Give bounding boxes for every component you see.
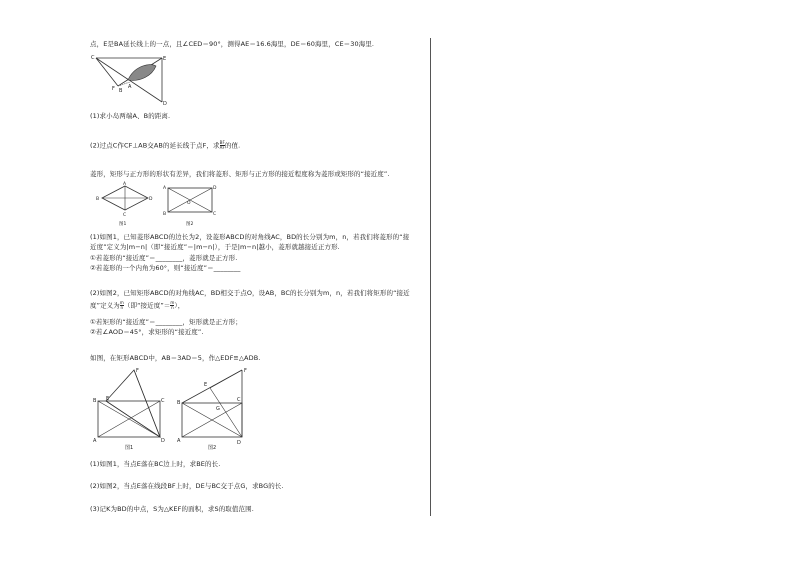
frac-bottom: n: [120, 305, 124, 310]
p2-suffix: ），: [174, 301, 185, 310]
column-divider: [430, 38, 431, 516]
problem2-figure1: [92, 183, 152, 229]
problem3-q1: (1)如图1，当点E落在BC边上时，求BE的长.: [90, 460, 221, 468]
problem2-intro: 菱形，矩形与正方形的形状有差异，我们将菱形、矩形与正方形的接近程度称为菱形或矩形的“接近度”.: [90, 170, 390, 178]
svg-text:C: C: [123, 213, 127, 218]
svg-text:F: F: [244, 368, 247, 374]
svg-text:C: C: [237, 397, 241, 403]
problem2-p2-line2: [90, 301, 184, 310]
problem2-p2-line1: (2)如图2，已知矩形ABCD的对角线AC，BD相交于点O，设AB，BC的长分别为m，n，若我们将矩形的“接近: [90, 289, 410, 297]
svg-text:D: D: [237, 440, 241, 446]
problem3-q3: (3)记K为BD的中点，S为△KEF的面积，求S的取值范围.: [90, 505, 254, 513]
svg-text:G: G: [216, 406, 220, 412]
fig-label-C: C: [91, 55, 95, 61]
p2-prefix: 度”定义为: [90, 301, 120, 310]
svg-text:D: D: [161, 438, 165, 444]
problem2-p2-a: ①若矩形的“接近度”＝________，矩形就是正方形；: [90, 318, 242, 326]
q2-prefix: (2)过点C作CF⊥AB交AB的延长线于点F，求: [90, 141, 220, 150]
problem2-p1-a: ①若菱形的“接近度”＝________，菱形就是正方形.: [90, 254, 238, 262]
problem3-q2: (2)如图2，当点E落在线段BF上时，DE与BC交于点G，求BG的长.: [90, 482, 284, 490]
problem2-p1-line2: 近度”定义为|m−n|（即“接近度”＝|m−n|），于是|m−n|越小，菱形就越接近正方形.: [90, 243, 340, 251]
svg-text:E: E: [204, 382, 208, 388]
problem3-figure2: [176, 366, 256, 452]
fig2-caption: 图2: [186, 222, 194, 227]
svg-text:O: O: [187, 201, 191, 206]
fig-label-E: E: [163, 56, 167, 62]
svg-text:D: D: [213, 186, 217, 191]
svg-text:F: F: [136, 368, 139, 374]
problem1-q1: (1)求小岛两端A、B的距离.: [90, 112, 171, 120]
svg-text:B: B: [177, 400, 181, 406]
fig-label-A: A: [128, 84, 132, 90]
problem1-intro: 点，E是BA延长线上的一点，且∠CED＝90°，测得AE＝16.6海里，DE＝60海里，CE＝30海里.: [90, 40, 375, 48]
svg-text:C: C: [213, 212, 217, 217]
svg-text:C: C: [161, 398, 165, 404]
q2-suffix: 的值.: [224, 141, 241, 150]
fig-label-D: D: [163, 101, 167, 107]
svg-text:D: D: [149, 197, 153, 202]
frac-top: BF: [219, 140, 225, 145]
svg-text:A: A: [93, 438, 97, 444]
svg-text:A: A: [123, 182, 127, 187]
frac-bottom: n: [171, 305, 174, 310]
problem1-q2: [90, 141, 240, 150]
svg-text:A: A: [163, 186, 167, 191]
problem3-intro: 如图，在矩形ABCD中，AB＝3AD＝5，作△EDF≌△ADB.: [90, 354, 261, 362]
problem3-figure1: [90, 366, 170, 452]
p3-fig2-caption: 图2: [208, 445, 217, 451]
svg-text:E: E: [106, 396, 110, 402]
problem2-p1-line1: (1)如图1，已知菱形ABCD的边长为2，设菱形ABCD的对角线AC，BD的长分别为m，n，若我们将菱形的“接: [90, 233, 410, 241]
p2-mid: （即“接近度”＝: [123, 301, 171, 310]
fig1-caption: 图1: [119, 222, 127, 227]
problem2-figure2: [160, 183, 220, 229]
fig-label-B: B: [119, 88, 123, 94]
problem1-figure: [90, 52, 170, 106]
frac-top: m: [170, 300, 175, 305]
p3-fig1-caption: 图1: [125, 445, 134, 451]
problem2-p2-b: ②若∠AOD＝45°，求矩形的“接近度”.: [90, 328, 204, 336]
frac-bottom: AF: [219, 145, 225, 150]
svg-text:B: B: [93, 398, 97, 404]
problem2-p1-b: ②若菱形的一个内角为60°，则“接近度”＝________: [90, 264, 241, 272]
fig-label-F: F: [112, 86, 115, 92]
svg-text:B: B: [163, 212, 167, 217]
frac-top: m: [119, 300, 124, 305]
svg-text:B: B: [96, 197, 100, 202]
island-shape: [128, 65, 156, 81]
svg-text:A: A: [177, 438, 181, 444]
